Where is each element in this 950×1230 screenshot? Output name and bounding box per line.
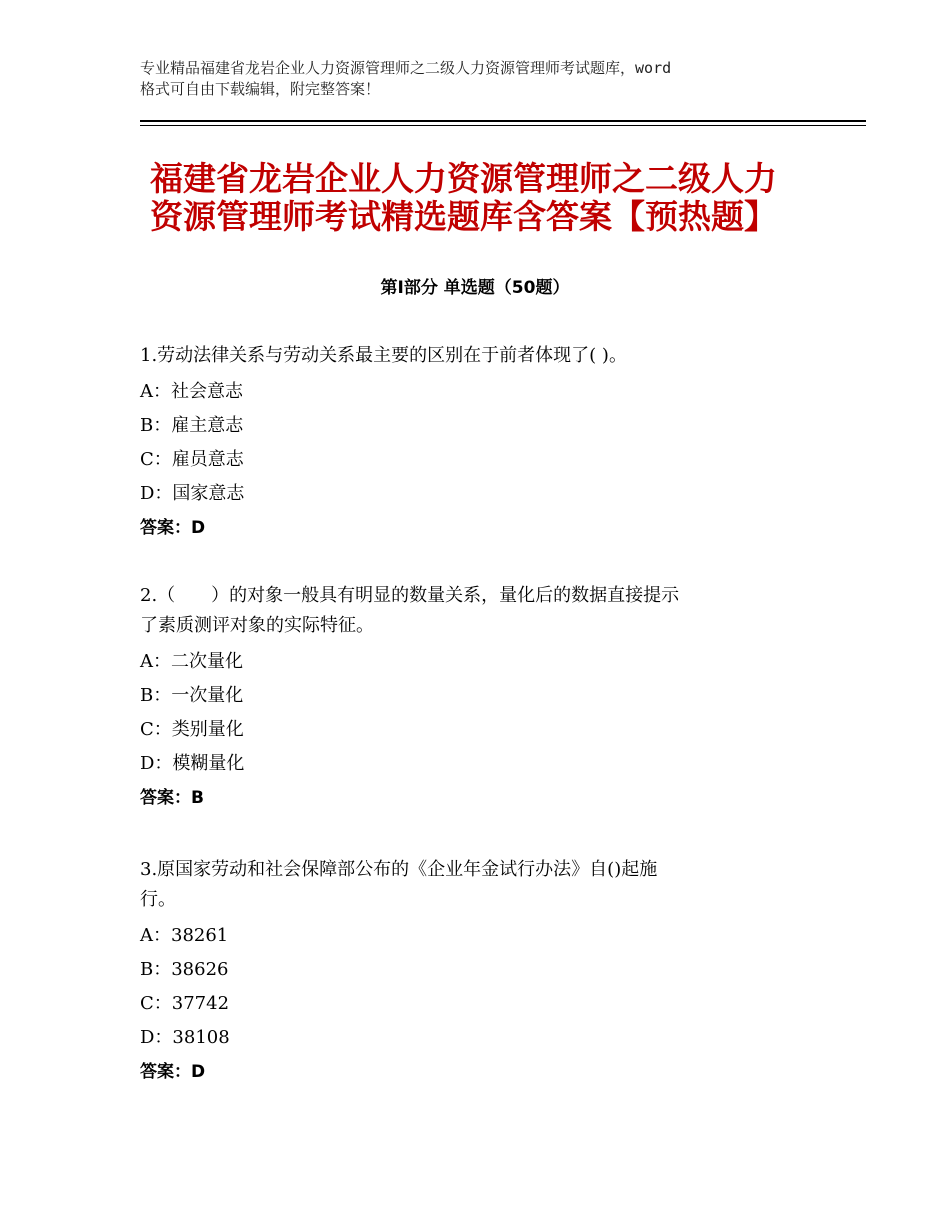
- question-1-option-d: D：国家意志: [140, 483, 245, 504]
- header-divider-thick: [140, 120, 866, 122]
- question-2-text-line-2: 了素质测评对象的实际特征。: [140, 615, 374, 636]
- question-1-option-b: B：雇主意志: [140, 415, 244, 436]
- question-2: [140, 581, 820, 815]
- question-2-option-a: A：二次量化: [140, 651, 243, 672]
- title-line-1: 福建省龙岩企业人力资源管理师之二级人力: [150, 159, 777, 198]
- question-3-option-c: C：37742: [140, 993, 230, 1014]
- header-note-line-2: 格式可自由下载编辑，附完整答案！: [140, 80, 381, 98]
- question-2-text: [140, 581, 820, 641]
- question-3: [140, 855, 820, 1089]
- question-3-text: [140, 855, 820, 915]
- question-2-option-d: D：模糊量化: [140, 753, 245, 774]
- title-line-2: 资源管理师考试精选题库含答案【预热题】: [150, 197, 777, 236]
- question-2-answer: 答案：B: [140, 788, 204, 808]
- header-note-line-1: 专业精品福建省龙岩企业人力资源管理师之二级人力资源管理师考试题库，word: [140, 59, 672, 77]
- question-3-answer: 答案：D: [140, 1062, 206, 1082]
- question-2-option-c: C：类别量化: [140, 719, 244, 740]
- header-divider-thin: [140, 125, 866, 126]
- question-1-answer: 答案：D: [140, 518, 206, 538]
- document-title: [150, 160, 850, 236]
- question-1-text: 1.劳动法律关系与劳动关系最主要的区别在于前者体现了( )。: [140, 345, 627, 366]
- question-3-text-line-2: 行。: [140, 889, 176, 910]
- question-1: [140, 341, 820, 545]
- question-1-option-a: A：社会意志: [140, 381, 243, 402]
- question-3-option-a: A：38261: [140, 925, 229, 946]
- question-3-option-d: D：38108: [140, 1027, 230, 1048]
- question-3-text-line-1: 3.原国家劳动和社会保障部公布的《企业年金试行办法》自()起施: [140, 859, 658, 880]
- section-heading: 第Ⅰ部分 单选题（50题）: [380, 278, 570, 298]
- question-2-option-b: B：一次量化: [140, 685, 244, 706]
- question-1-option-c: C：雇员意志: [140, 449, 244, 470]
- question-3-option-b: B：38626: [140, 959, 229, 980]
- header-note: [140, 58, 820, 100]
- question-2-text-line-1: 2.（ ）的对象一般具有明显的数量关系，量化后的数据直接提示: [140, 585, 680, 606]
